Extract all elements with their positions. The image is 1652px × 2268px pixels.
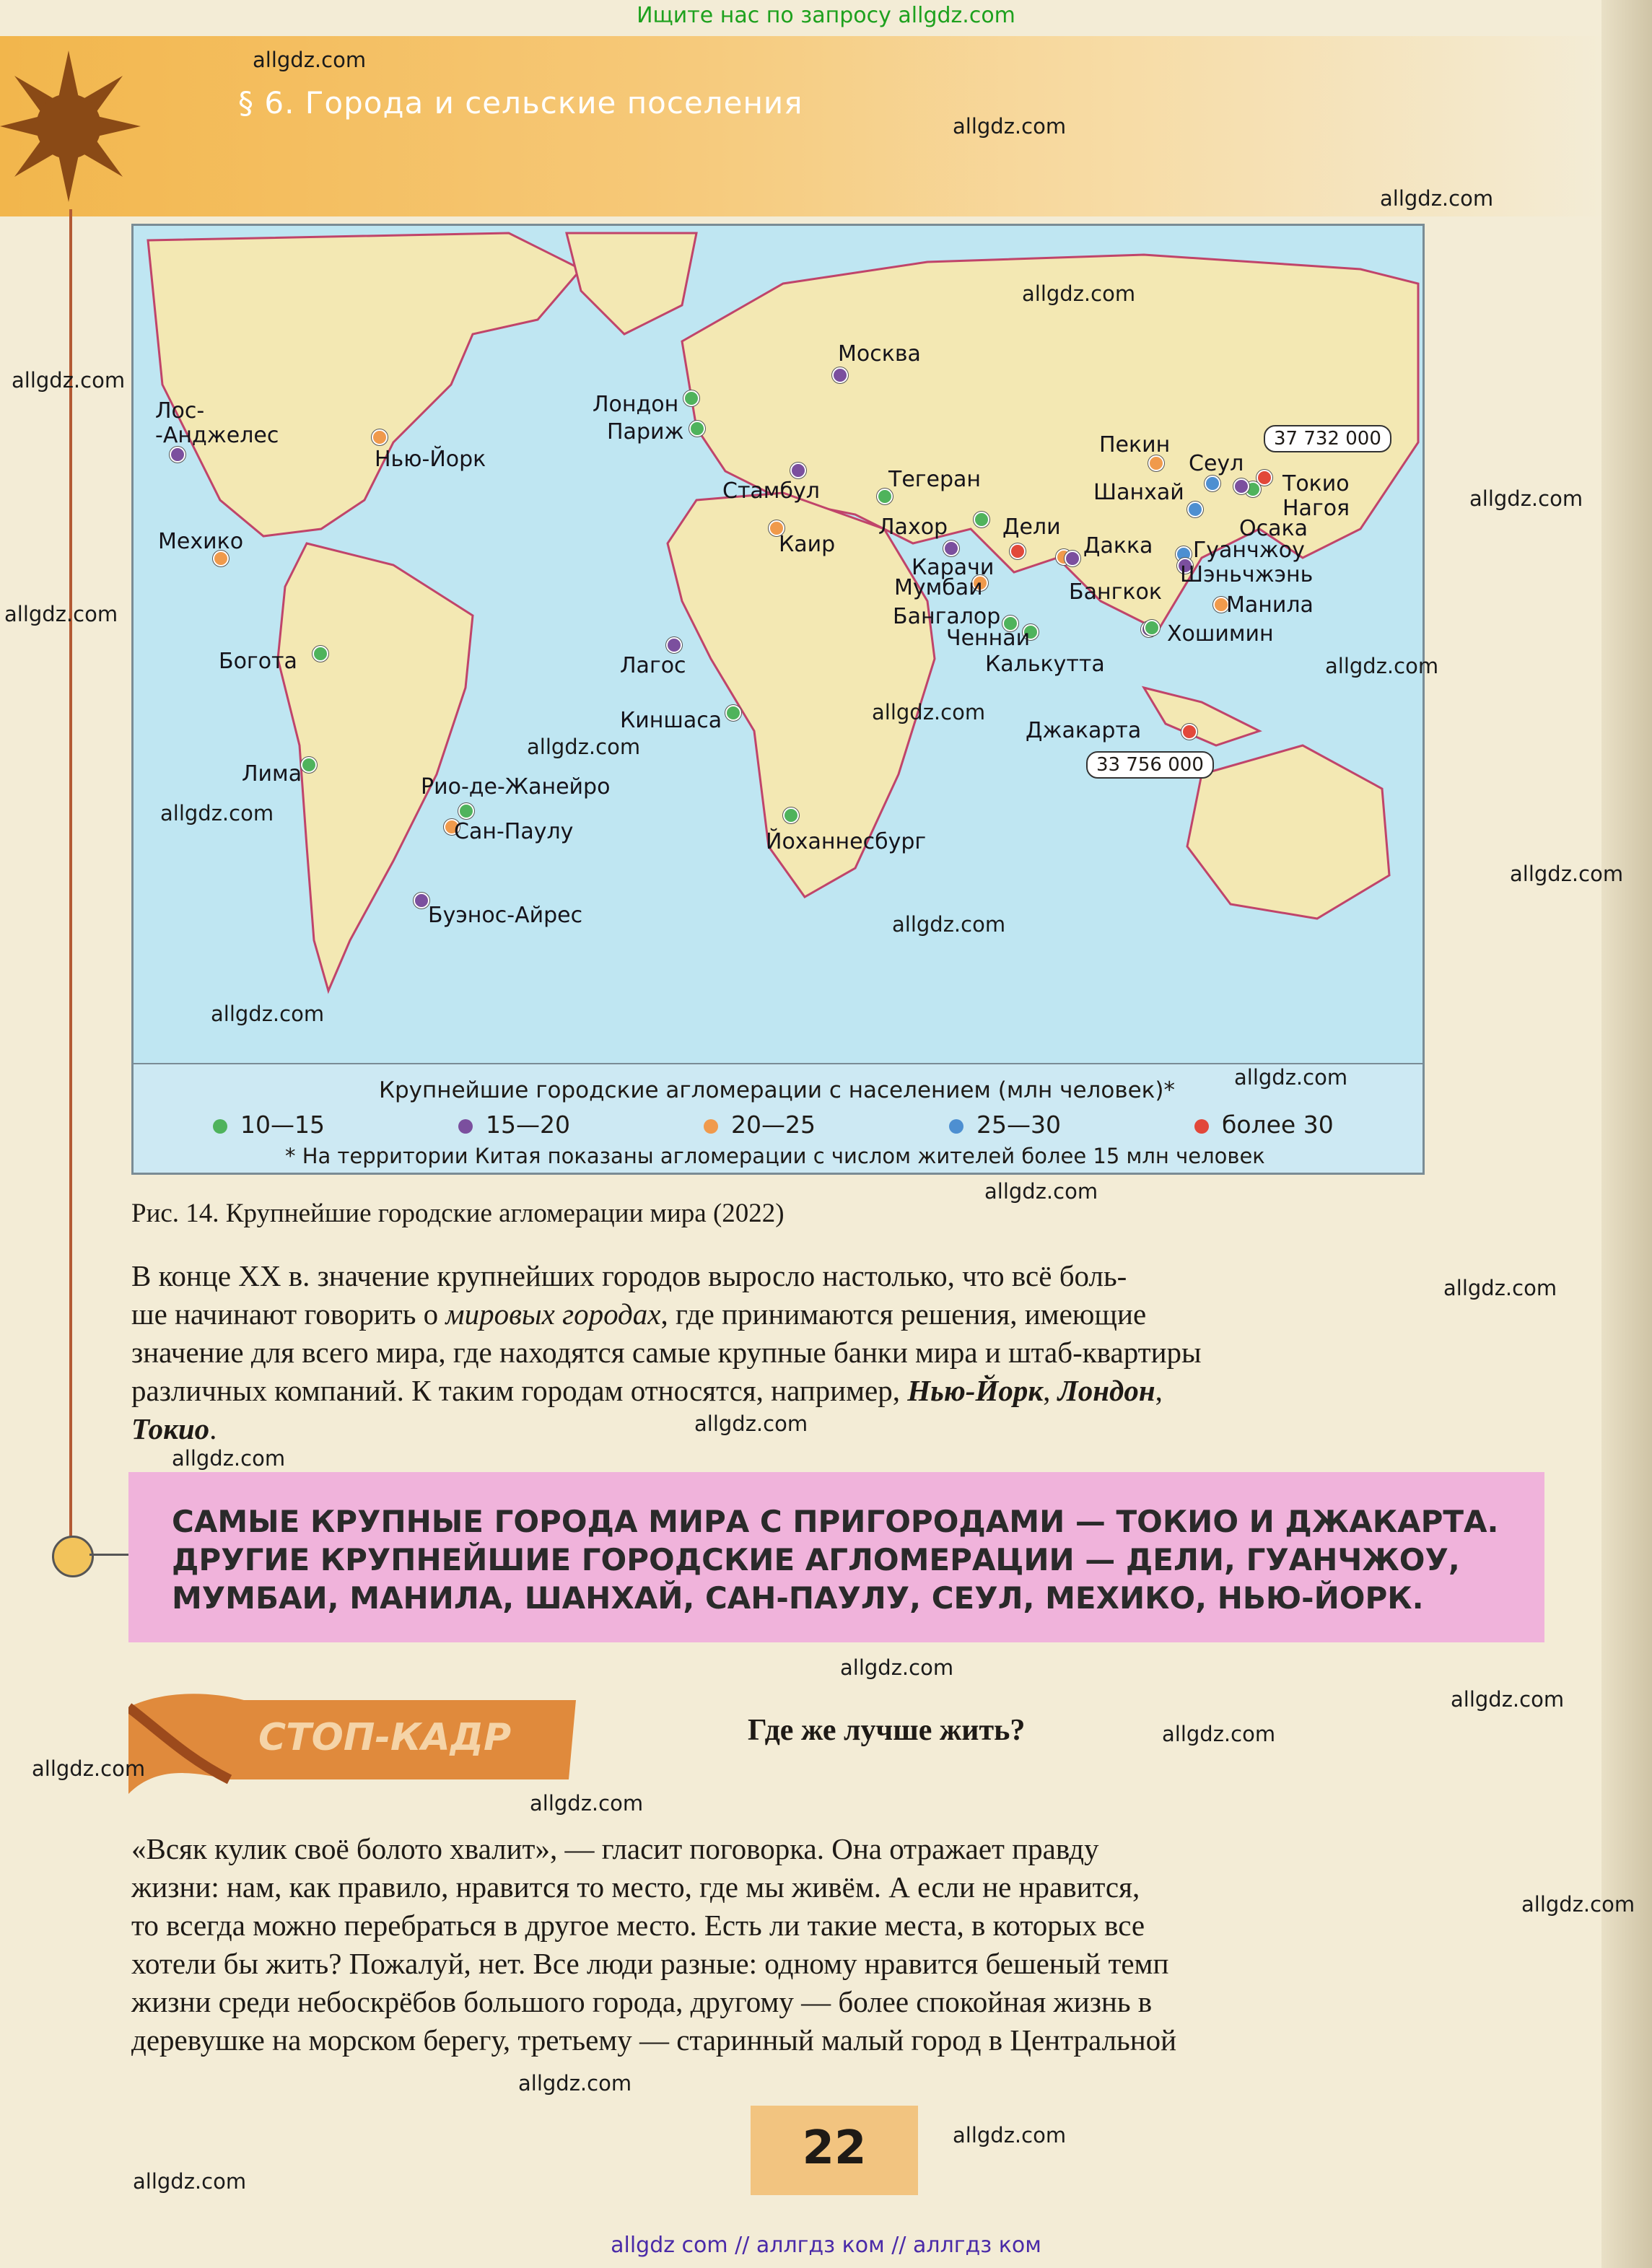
text-span: ше начинают говорить о: [131, 1297, 446, 1331]
city-label-jakarta: Джакарта: [1026, 718, 1142, 743]
city-dot-lima: [301, 757, 317, 773]
watermark[interactable]: allgdz.com: [1234, 1065, 1348, 1090]
city-label-istanbul: Стамбул: [722, 478, 820, 504]
text-line: [131, 1295, 1430, 1334]
watermark[interactable]: allgdz.com: [518, 2071, 632, 2096]
legend-label: 25—30: [976, 1111, 1061, 1139]
city-label-london: Лондон: [593, 392, 679, 417]
city-label-moscow: Москва: [838, 341, 921, 367]
section-title: § 6. Города и сельские поселения: [238, 85, 803, 121]
watermark[interactable]: allgdz.com: [1325, 654, 1439, 678]
city-dot-shanghai: [1187, 502, 1203, 517]
text-span: , где принимаются решения, имеющие: [660, 1297, 1147, 1331]
stop-frame-banner: [128, 1686, 576, 1794]
text-line: значение для всего мира, где находятся самые крупные банки мира и штаб-квартиры: [131, 1336, 1202, 1369]
text-span: ,: [1043, 1374, 1058, 1407]
watermark[interactable]: allgdz.com: [32, 1756, 146, 1781]
city-dot-new-york: [372, 429, 388, 445]
watermark[interactable]: allgdz.com: [1162, 1722, 1276, 1746]
paragraph-where-to-live: [131, 1830, 1430, 2059]
watermark[interactable]: allgdz.com: [1443, 1276, 1557, 1300]
watermark[interactable]: allgdz.com: [133, 2169, 247, 2194]
watermark[interactable]: allgdz.com: [1521, 1892, 1635, 1917]
city-label-seoul: Сеул: [1189, 451, 1244, 476]
text-span: ,: [1155, 1374, 1163, 1407]
city-dot-bogota: [313, 646, 328, 662]
city-dot-lahore: [974, 512, 989, 527]
text-span: .: [209, 1412, 217, 1445]
city-label-johannesburg: Йоханнесбург: [766, 829, 927, 854]
city-label-mexico: Мехико: [158, 529, 244, 554]
city-label-guangzhou: Гуанчжоу: [1193, 538, 1305, 563]
watermark[interactable]: allgdz.com: [530, 1791, 644, 1816]
header-band: [0, 36, 1609, 216]
city-label-lima: Лима: [242, 761, 302, 787]
timeline-connector: [89, 1554, 130, 1556]
city-label-dhaka: Дакка: [1083, 533, 1153, 559]
city-label-rio: Рио-де-Жанейро: [421, 774, 611, 800]
watermark[interactable]: allgdz.com: [160, 801, 274, 826]
key-fact-text: [172, 1502, 1498, 1617]
australia: [1187, 745, 1389, 919]
city-label-kolkata: Калькутта: [985, 652, 1105, 677]
page-number-box: [751, 2106, 918, 2195]
text-line: хотели бы жить? Пожалуй, нет. Все люди разные: одному нравится бешеный темп: [131, 1947, 1169, 1980]
city-label-paris: Париж: [607, 419, 684, 445]
key-fact-box: [128, 1472, 1544, 1642]
watermark[interactable]: allgdz.com: [840, 1655, 954, 1680]
north-america: [148, 233, 581, 536]
text-line: жизни: нам, как правило, нравится то место, где мы живём. А если не нравится,: [131, 1870, 1140, 1904]
city-dot-karachi: [943, 540, 959, 556]
city-label-tokyo: Токио: [1282, 471, 1350, 496]
legend-dot-icon: [704, 1119, 718, 1134]
legend-dot-icon: [458, 1119, 473, 1134]
city-dot-jakarta: [1181, 724, 1197, 740]
key-fact-line: ДРУГИЕ КРУПНЕЙШИЕ ГОРОДСКИЕ АГЛОМЕРАЦИИ — ДЕЛИ, ГУАНЧЖОУ,: [172, 1542, 1460, 1577]
legend-dot-icon: [1194, 1119, 1209, 1134]
city-label-sao-paulo: Сан-Паулу: [454, 819, 574, 844]
city-label-bogota: Богота: [219, 649, 297, 674]
city-label-lahore: Лахор: [878, 515, 948, 540]
legend-title: Крупнейшие городские агломерации с населением (млн человек)*: [379, 1077, 1175, 1103]
legend-item: [949, 1111, 1061, 1139]
legend-dot-icon: [949, 1119, 963, 1134]
legend-item: [1194, 1111, 1334, 1139]
city-label-los-angeles: Лос- -Анджелес: [155, 398, 279, 448]
key-fact-line: МУМБАИ, МАНИЛА, ШАНХАЙ, САН-ПАУЛУ, СЕУЛ, МЕХИКО, НЬЮ-ЙОРК.: [172, 1580, 1424, 1616]
term-london: Лондон: [1057, 1374, 1155, 1407]
timeline-line: [69, 209, 72, 1559]
legend-item: [458, 1111, 570, 1139]
city-dot-beijing: [1148, 455, 1164, 471]
text-line: то всегда можно перебраться в другое место. Есть ли такие места, в которых все: [131, 1909, 1145, 1942]
city-label-manila: Манила: [1226, 592, 1314, 618]
indonesia: [1144, 688, 1259, 745]
footer-links[interactable]: allgdz com // аллгдз ком // аллгдз ком: [611, 2233, 1041, 2258]
watermark[interactable]: allgdz.com: [4, 602, 118, 626]
page-number: 22: [802, 2122, 867, 2175]
watermark[interactable]: allgdz.com: [1451, 1687, 1565, 1712]
city-label-mumbai: Мумбаи: [894, 575, 983, 600]
watermark[interactable]: allgdz.com: [1510, 862, 1624, 886]
city-label-kinshasa: Киншаса: [620, 708, 722, 733]
legend-label: 20—25: [731, 1111, 816, 1139]
legend-label: 10—15: [240, 1111, 325, 1139]
jakarta-population-callout: 33 756 000: [1086, 751, 1214, 779]
site-banner[interactable]: Ищите нас по запросу allgdz.com: [637, 3, 1015, 28]
greenland: [567, 233, 696, 334]
city-dot-kinshasa: [725, 705, 741, 721]
text-line: жизни среди небоскрёбов большого города, другому — более спокойная жизнь в: [131, 1985, 1153, 2018]
term-new-york: Нью-Йорк: [907, 1374, 1044, 1407]
watermark[interactable]: allgdz.com: [694, 1411, 808, 1436]
watermark[interactable]: allgdz.com: [953, 2123, 1067, 2147]
city-dot-kolkata: [1065, 551, 1080, 566]
stop-frame-question: Где же лучше жить?: [748, 1714, 1026, 1747]
city-dot-osaka: [1233, 478, 1249, 494]
page-edge: [1601, 0, 1652, 2268]
tokyo-population-callout: 37 732 000: [1264, 425, 1391, 452]
city-dot-ho-chi-minh: [1144, 620, 1160, 636]
city-label-karachi: Карачи: [912, 555, 995, 580]
world-map: [131, 224, 1425, 1175]
watermark[interactable]: allgdz.com: [984, 1179, 1098, 1204]
city-label-bangkok: Бангкок: [1069, 579, 1162, 605]
city-label-new-york: Нью-Йорк: [375, 447, 486, 472]
watermark[interactable]: allgdz.com: [953, 114, 1067, 139]
city-label-bangalore: Бангалор: [893, 604, 1001, 629]
city-dot-johannesburg: [783, 807, 799, 823]
watermark[interactable]: allgdz.com: [1469, 486, 1583, 511]
text-line: «Всяк кулик своё болото хвалит», — гласит поговорка. Она отражает правду: [131, 1832, 1099, 1865]
city-dot-moscow: [832, 367, 848, 383]
city-dot-seoul: [1205, 476, 1220, 491]
city-dot-istanbul: [790, 463, 806, 478]
city-label-nagoya: Нагоя: [1282, 496, 1350, 521]
city-label-shenzhen: Шэньчжэнь: [1180, 562, 1314, 587]
city-dot-london: [683, 390, 699, 406]
city-dot-delhi: [1010, 543, 1026, 559]
timeline-node: [52, 1536, 94, 1577]
city-dot-los-angeles: [170, 447, 185, 463]
city-label-buenos-aires: Буэнос-Айрес: [428, 903, 583, 928]
watermark[interactable]: allgdz.com: [12, 368, 126, 393]
legend-label: 15—20: [486, 1111, 570, 1139]
city-label-cairo: Каир: [779, 532, 836, 557]
figure-caption: Рис. 14. Крупнейшие городские агломерации мира (2022): [131, 1199, 785, 1228]
text-line: В конце XX в. значение крупнейших городов выросло настолько, что всё боль-: [131, 1259, 1127, 1292]
key-fact-line: САМЫЕ КРУПНЫЕ ГОРОДА МИРА С ПРИГОРОДАМИ — ТОКИО И ДЖАКАРТА.: [172, 1504, 1499, 1539]
legend-item: [213, 1111, 325, 1139]
watermark[interactable]: allgdz.com: [253, 48, 367, 72]
city-label-tehran: Тегеран: [888, 467, 982, 492]
city-label-lagos: Лагос: [620, 653, 686, 678]
term-tokyo: Токио: [131, 1412, 210, 1445]
text-line: [131, 1372, 1430, 1410]
legend-dot-icon: [213, 1119, 227, 1134]
city-label-osaka: Осака: [1239, 516, 1308, 541]
text-line: деревушке на морском берегу, третьему — старинный малый город в Центральной: [131, 2023, 1177, 2057]
city-label-beijing: Пекин: [1099, 432, 1171, 457]
text-span: различных компаний. К таким городам относятся, например,: [131, 1374, 908, 1407]
city-label-delhi: Дели: [1002, 515, 1061, 540]
watermark[interactable]: allgdz.com: [1380, 186, 1494, 211]
city-dot-tokyo: [1257, 470, 1272, 486]
watermark[interactable]: allgdz.com: [172, 1446, 286, 1471]
city-label-chennai: Ченнаи: [946, 626, 1031, 651]
sun-emblem-icon: [0, 36, 144, 216]
term-world-cities: мировых городах: [445, 1297, 661, 1331]
city-dot-rio: [458, 803, 474, 819]
city-dot-buenos-aires: [414, 893, 429, 908]
map-legend: [134, 1063, 1422, 1174]
legend-note: * На территории Китая показаны агломерации с числом жителей более 15 млн человек: [285, 1144, 1265, 1168]
watermark[interactable]: allgdz.com: [211, 1002, 325, 1026]
watermark[interactable]: allgdz.com: [872, 700, 986, 724]
legend-item: [704, 1111, 816, 1139]
legend-label: более 30: [1222, 1111, 1334, 1139]
watermark[interactable]: allgdz.com: [527, 735, 641, 759]
city-label-ho-chi-minh: Хошимин: [1167, 621, 1274, 647]
city-dot-paris: [689, 421, 705, 437]
watermark[interactable]: allgdz.com: [1022, 281, 1136, 306]
stop-frame-label: СТОП-КАДР: [258, 1716, 512, 1759]
watermark[interactable]: allgdz.com: [892, 912, 1006, 937]
city-label-shanghai: Шанхай: [1093, 480, 1184, 505]
city-dot-lagos: [666, 637, 682, 653]
